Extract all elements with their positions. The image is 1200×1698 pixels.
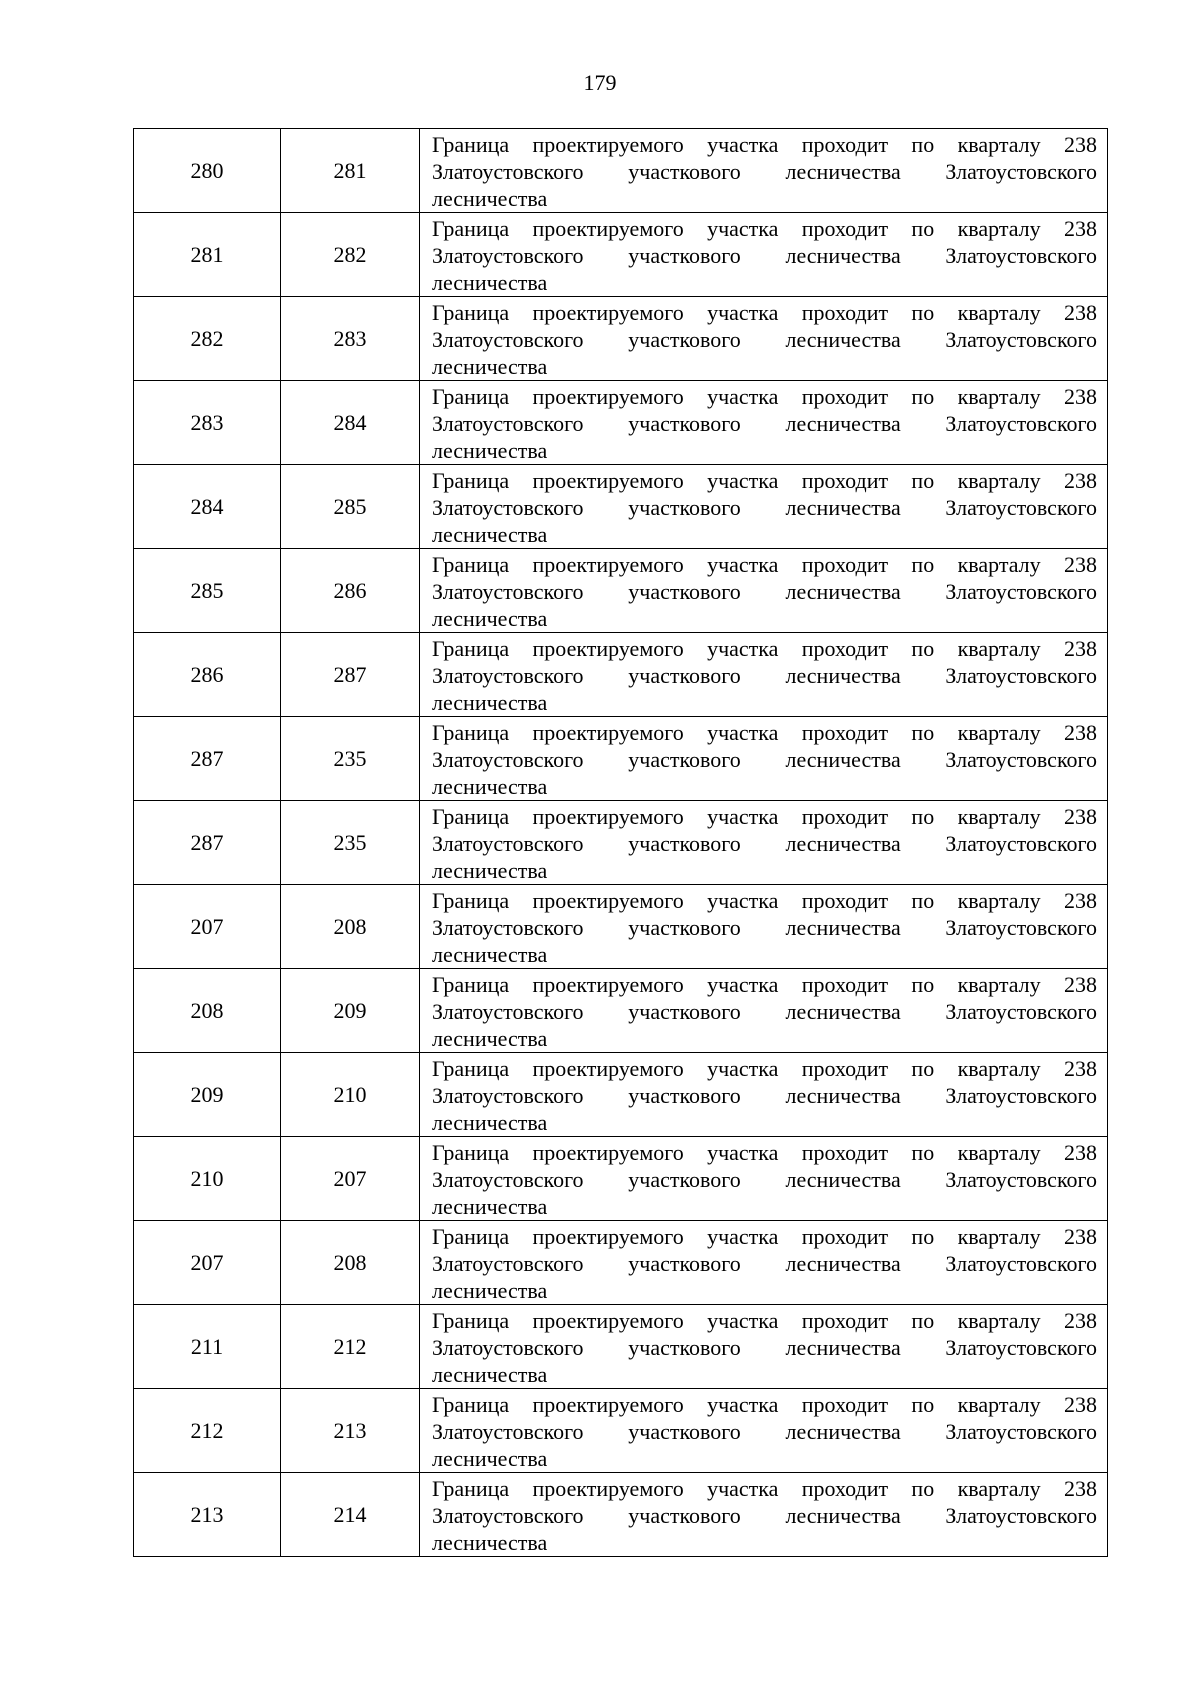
boundary-description-cell: Граница проектируемого участка проходит по кварталу 238 Златоустовского участкового лесничества Златоустовского лесничества [420,129,1108,213]
point-from-cell: 213 [134,1473,281,1557]
point-from-cell: 210 [134,1137,281,1221]
table-row [134,1389,1108,1473]
point-to-cell: 208 [281,1221,420,1305]
point-to-cell: 212 [281,1305,420,1389]
point-from-cell: 284 [134,465,281,549]
table-row [134,297,1108,381]
point-to-cell: 235 [281,717,420,801]
table-row [134,1137,1108,1221]
point-from-cell: 285 [134,549,281,633]
boundary-description-cell: Граница проектируемого участка проходит по кварталу 238 Златоустовского участкового лесничества Златоустовского лесничества [420,213,1108,297]
boundary-description-cell: Граница проектируемого участка проходит по кварталу 238 Златоустовского участкового лесничества Златоустовского лесничества [420,381,1108,465]
point-from-cell: 281 [134,213,281,297]
point-from-cell: 287 [134,801,281,885]
point-to-cell: 284 [281,381,420,465]
point-to-cell: 214 [281,1473,420,1557]
boundary-description-cell: Граница проектируемого участка проходит по кварталу 238 Златоустовского участкового лесничества Златоустовского лесничества [420,1473,1108,1557]
boundary-description-cell: Граница проектируемого участка проходит по кварталу 238 Златоустовского участкового лесничества Златоустовского лесничества [420,465,1108,549]
boundary-description-cell: Граница проектируемого участка проходит по кварталу 238 Златоустовского участкового лесничества Златоустовского лесничества [420,1137,1108,1221]
point-from-cell: 282 [134,297,281,381]
boundary-description-cell: Граница проектируемого участка проходит по кварталу 238 Златоустовского участкового лесничества Златоустовского лесничества [420,1305,1108,1389]
boundary-description-cell: Граница проектируемого участка проходит по кварталу 238 Златоустовского участкового лесничества Златоустовского лесничества [420,1221,1108,1305]
point-from-cell: 208 [134,969,281,1053]
table-row [134,213,1108,297]
point-to-cell: 207 [281,1137,420,1221]
boundary-description-cell: Граница проектируемого участка проходит по кварталу 238 Златоустовского участкового лесничества Златоустовского лесничества [420,717,1108,801]
boundary-description-cell: Граница проектируемого участка проходит по кварталу 238 Златоустовского участкового лесничества Златоустовского лесничества [420,801,1108,885]
table-row [134,381,1108,465]
table-row [134,129,1108,213]
point-to-cell: 210 [281,1053,420,1137]
point-from-cell: 283 [134,381,281,465]
point-from-cell: 280 [134,129,281,213]
table-row [134,465,1108,549]
boundary-description-cell: Граница проектируемого участка проходит по кварталу 238 Златоустовского участкового лесничества Златоустовского лесничества [420,297,1108,381]
page-number: 179 [583,70,617,95]
point-to-cell: 285 [281,465,420,549]
point-from-cell: 212 [134,1389,281,1473]
table-row [134,801,1108,885]
boundary-description-cell: Граница проектируемого участка проходит по кварталу 238 Златоустовского участкового лесничества Златоустовского лесничества [420,1389,1108,1473]
point-to-cell: 282 [281,213,420,297]
boundary-description-cell: Граница проектируемого участка проходит по кварталу 238 Златоустовского участкового лесничества Златоустовского лесничества [420,549,1108,633]
table-row [134,1305,1108,1389]
boundary-description-cell: Граница проектируемого участка проходит по кварталу 238 Златоустовского участкового лесничества Златоустовского лесничества [420,969,1108,1053]
point-to-cell: 208 [281,885,420,969]
table-row [134,549,1108,633]
point-to-cell: 287 [281,633,420,717]
point-from-cell: 286 [134,633,281,717]
table-row [134,1053,1108,1137]
point-from-cell: 207 [134,1221,281,1305]
point-from-cell: 211 [134,1305,281,1389]
table-row [134,969,1108,1053]
table-body [134,129,1108,1557]
boundary-description-cell: Граница проектируемого участка проходит по кварталу 238 Златоустовского участкового лесничества Златоустовского лесничества [420,633,1108,717]
point-from-cell: 209 [134,1053,281,1137]
table-row [134,717,1108,801]
table-row [134,885,1108,969]
table-row [134,1473,1108,1557]
point-from-cell: 207 [134,885,281,969]
boundary-description-cell: Граница проектируемого участка проходит по кварталу 238 Златоустовского участкового лесничества Златоустовского лесничества [420,1053,1108,1137]
table-row [134,1221,1108,1305]
point-from-cell: 287 [134,717,281,801]
boundary-table [133,128,1108,1557]
point-to-cell: 235 [281,801,420,885]
point-to-cell: 281 [281,129,420,213]
point-to-cell: 213 [281,1389,420,1473]
point-to-cell: 283 [281,297,420,381]
table-row [134,633,1108,717]
boundary-description-cell: Граница проектируемого участка проходит по кварталу 238 Златоустовского участкового лесничества Златоустовского лесничества [420,885,1108,969]
point-to-cell: 209 [281,969,420,1053]
point-to-cell: 286 [281,549,420,633]
